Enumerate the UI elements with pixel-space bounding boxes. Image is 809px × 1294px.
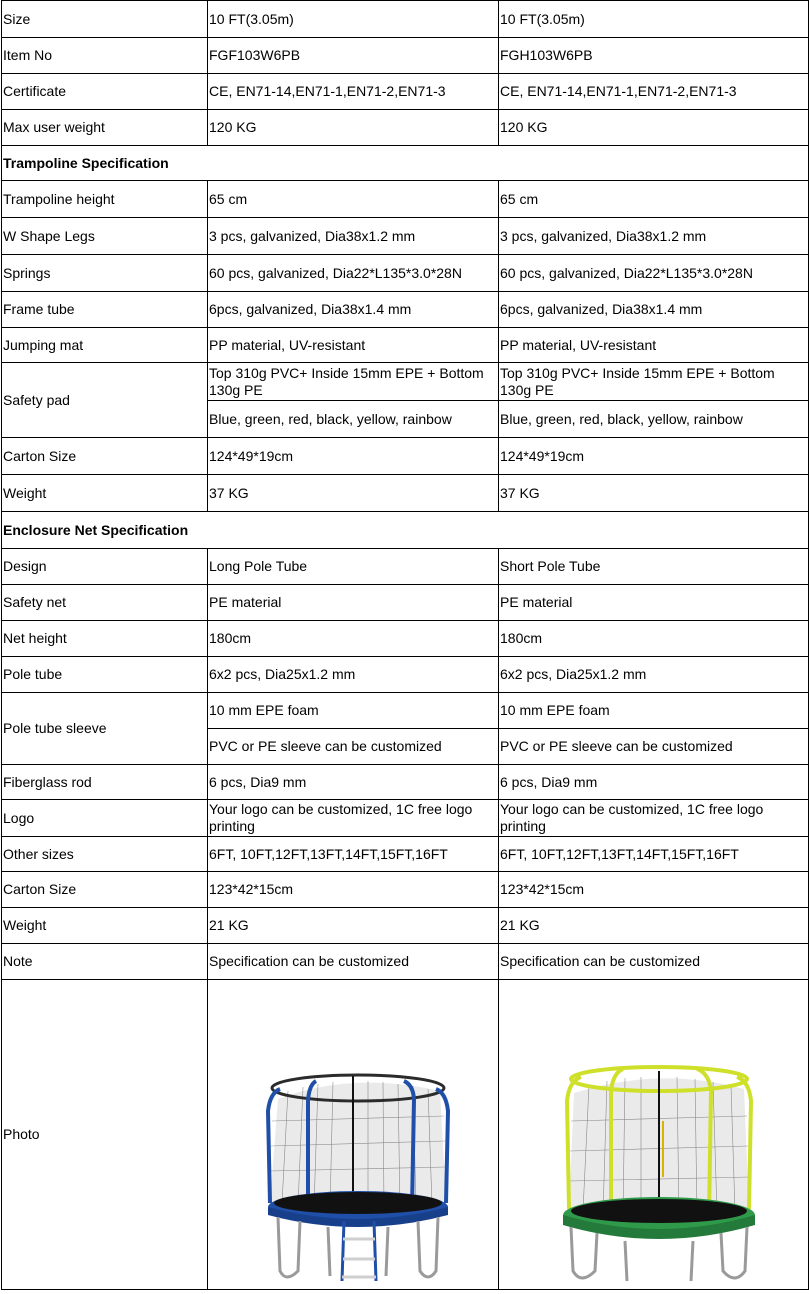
table-row [2, 328, 809, 363]
value-model-2: 124*49*19cm [499, 438, 809, 475]
row-label: Max user weight [2, 110, 208, 146]
value-model-2: 3 pcs, galvanized, Dia38x1.2 mm [499, 218, 809, 255]
value-model-2: FGH103W6PB [499, 38, 809, 74]
row-label: Pole tube [2, 657, 208, 693]
value-model-1: 6pcs, galvanized, Dia38x1.4 mm [208, 292, 499, 328]
table-row [2, 292, 809, 328]
row-label: Net height [2, 621, 208, 657]
row-label: Note [2, 944, 208, 980]
value-model-2: 37 KG [499, 475, 809, 512]
row-label: Trampoline height [2, 181, 208, 218]
value-model-1: 123*42*15cm [208, 872, 499, 908]
row-label: Frame tube [2, 292, 208, 328]
value-model-2: PE material [499, 585, 809, 621]
row-label: Size [2, 1, 208, 38]
value-model-2: PVC or PE sleeve can be customized [499, 729, 809, 765]
value-model-2: 60 pcs, galvanized, Dia22*L135*3.0*28N [499, 255, 809, 292]
value-model-2: PP material, UV-resistant [499, 328, 809, 363]
spec-table [1, 0, 809, 1290]
row-label: Other sizes [2, 837, 208, 872]
table-row [2, 255, 809, 292]
row-label: Design [2, 549, 208, 585]
value-model-2: 6 pcs, Dia9 mm [499, 765, 809, 800]
value-model-2: 10 mm EPE foam [499, 693, 809, 729]
value-model-1: 124*49*19cm [208, 438, 499, 475]
value-model-1: 180cm [208, 621, 499, 657]
value-model-1: Long Pole Tube [208, 549, 499, 585]
value-model-1: FGF103W6PB [208, 38, 499, 74]
row-label: Weight [2, 908, 208, 944]
table-row [2, 872, 809, 908]
value-model-1: Blue, green, red, black, yellow, rainbow [208, 401, 499, 438]
value-model-2: 123*42*15cm [499, 872, 809, 908]
value-model-1: Specification can be customized [208, 944, 499, 980]
table-row [2, 74, 809, 110]
value-model-1: 120 KG [208, 110, 499, 146]
row-label: W Shape Legs [2, 218, 208, 255]
table-row [2, 38, 809, 74]
photo-model-2 [499, 980, 809, 1290]
table-row [2, 944, 809, 980]
value-model-1: PP material, UV-resistant [208, 328, 499, 363]
table-row [2, 765, 809, 800]
table-row [2, 621, 809, 657]
value-model-2: 65 cm [499, 181, 809, 218]
table-row [2, 657, 809, 693]
row-label: Jumping mat [2, 328, 208, 363]
value-model-1: PE material [208, 585, 499, 621]
value-model-2: Blue, green, red, black, yellow, rainbow [499, 401, 809, 438]
value-model-2: 21 KG [499, 908, 809, 944]
value-model-1: 3 pcs, galvanized, Dia38x1.2 mm [208, 218, 499, 255]
photo-row [2, 980, 809, 1290]
photo-model-1 [208, 980, 499, 1290]
row-label: Pole tube sleeve [2, 693, 208, 765]
table-row [2, 693, 809, 729]
table-row [2, 800, 809, 837]
trampoline-blue-long-pole-image [208, 981, 496, 1289]
row-label: Carton Size [2, 438, 208, 475]
value-model-1: 6 pcs, Dia9 mm [208, 765, 499, 800]
value-model-1: 60 pcs, galvanized, Dia22*L135*3.0*28N [208, 255, 499, 292]
value-model-2: Short Pole Tube [499, 549, 809, 585]
value-model-1: Top 310g PVC+ Inside 15mm EPE + Bottom 130g PE [208, 363, 499, 401]
table-row [2, 363, 809, 401]
value-model-2: 10 FT(3.05m) [499, 1, 809, 38]
section-title-enclosure: Enclosure Net Specification [2, 512, 809, 549]
row-label: Safety pad [2, 363, 208, 438]
table-row [2, 438, 809, 475]
table-row [2, 585, 809, 621]
value-model-1: 21 KG [208, 908, 499, 944]
row-label: Photo [2, 980, 208, 1290]
value-model-2: 180cm [499, 621, 809, 657]
value-model-2: 6pcs, galvanized, Dia38x1.4 mm [499, 292, 809, 328]
value-model-2: 6FT, 10FT,12FT,13FT,14FT,15FT,16FT [499, 837, 809, 872]
row-label: Logo [2, 800, 208, 837]
value-model-1: 10 mm EPE foam [208, 693, 499, 729]
row-label: Weight [2, 475, 208, 512]
table-row [2, 475, 809, 512]
value-model-1: 37 KG [208, 475, 499, 512]
row-label: Item No [2, 38, 208, 74]
value-model-2: 6x2 pcs, Dia25x1.2 mm [499, 657, 809, 693]
row-label: Fiberglass rod [2, 765, 208, 800]
value-model-1: Your logo can be customized, 1C free logo printing [208, 800, 499, 837]
trampoline-green-short-pole-image [499, 981, 806, 1289]
value-model-1: PVC or PE sleeve can be customized [208, 729, 499, 765]
row-label: Carton Size [2, 872, 208, 908]
section-title-trampoline: Trampoline Specification [2, 146, 809, 181]
section-header-row [2, 512, 809, 549]
value-model-2: CE, EN71-14,EN71-1,EN71-2,EN71-3 [499, 74, 809, 110]
value-model-1: 65 cm [208, 181, 499, 218]
row-label: Safety net [2, 585, 208, 621]
table-row [2, 549, 809, 585]
value-model-2: Specification can be customized [499, 944, 809, 980]
table-row [2, 1, 809, 38]
value-model-1: 10 FT(3.05m) [208, 1, 499, 38]
table-row [2, 837, 809, 872]
table-row [2, 110, 809, 146]
value-model-2: Top 310g PVC+ Inside 15mm EPE + Bottom 130g PE [499, 363, 809, 401]
table-row [2, 218, 809, 255]
value-model-2: Your logo can be customized, 1C free logo printing [499, 800, 809, 837]
value-model-2: 120 KG [499, 110, 809, 146]
value-model-1: 6FT, 10FT,12FT,13FT,14FT,15FT,16FT [208, 837, 499, 872]
value-model-1: CE, EN71-14,EN71-1,EN71-2,EN71-3 [208, 74, 499, 110]
row-label: Springs [2, 255, 208, 292]
table-row [2, 908, 809, 944]
section-header-row [2, 146, 809, 181]
value-model-1: 6x2 pcs, Dia25x1.2 mm [208, 657, 499, 693]
table-row [2, 181, 809, 218]
row-label: Certificate [2, 74, 208, 110]
